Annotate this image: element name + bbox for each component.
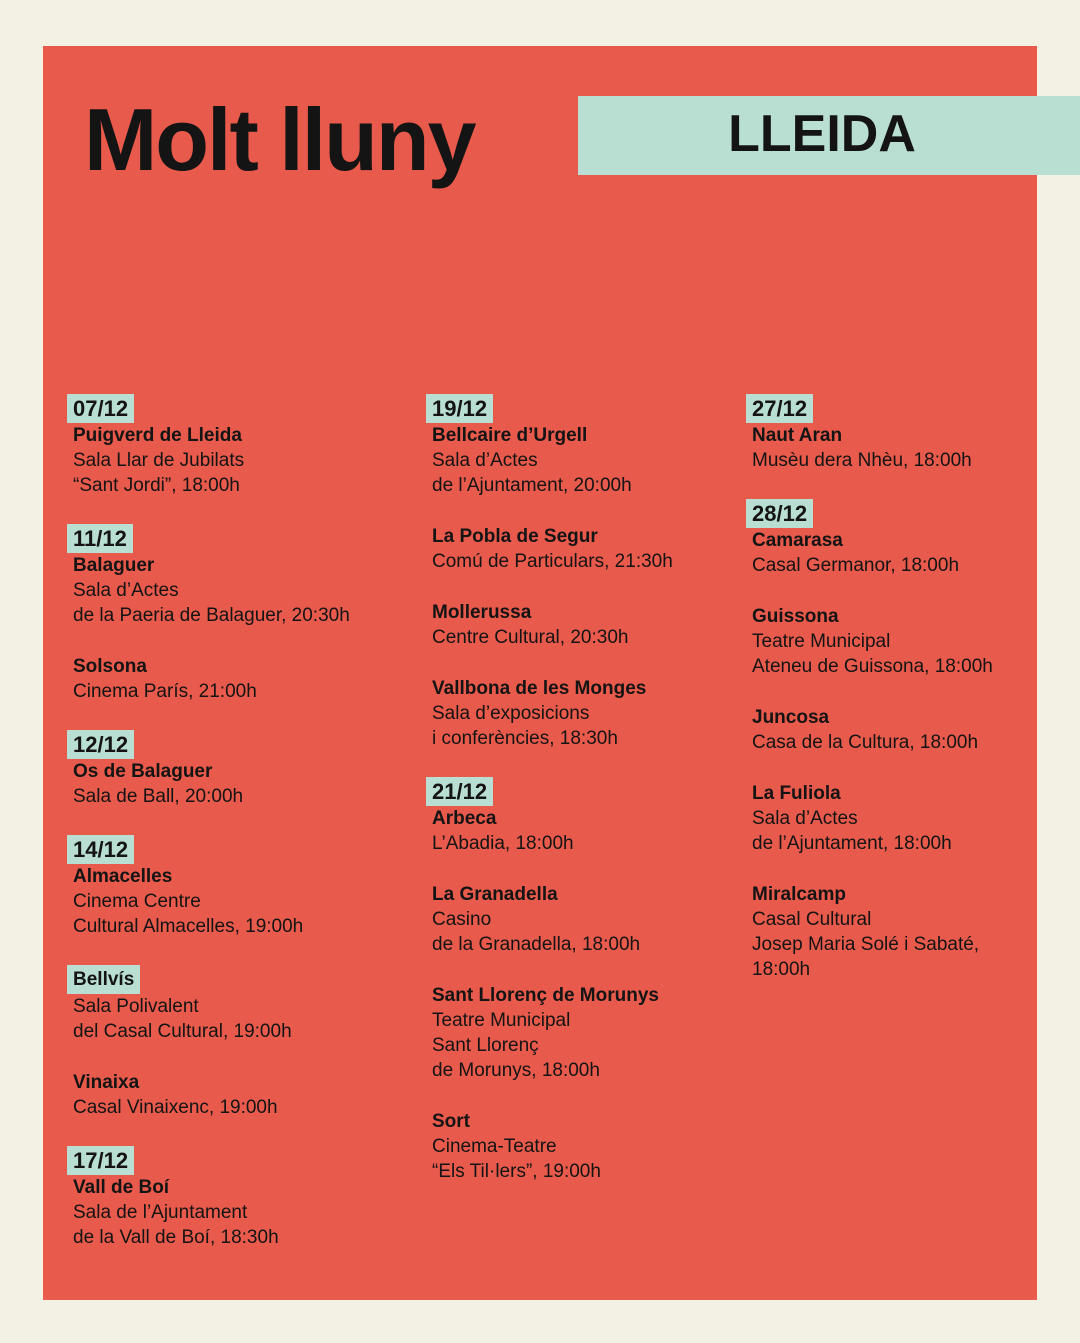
event-entry (752, 882, 1080, 982)
date-group (752, 394, 1080, 473)
event-details: Sala de Ball, 20:00h (73, 786, 244, 807)
event-entry (432, 882, 762, 957)
event-details: Cinema París, 21:00h (73, 681, 257, 702)
date-badge: 19/12 (426, 394, 493, 423)
date-badge: 17/12 (67, 1146, 134, 1175)
event-entry (73, 994, 403, 1044)
date-group (432, 394, 762, 751)
event-venue: Guissona (752, 606, 839, 627)
event-details: Sala Polivalent del Casal Cultural, 19:00h (73, 996, 292, 1042)
date-badge: 12/12 (67, 730, 134, 759)
event-entry (432, 1109, 762, 1184)
event-details: Cinema-Teatre “Els Til·lers”, 19:00h (432, 1136, 601, 1182)
event-entry (73, 654, 403, 704)
event-entry (73, 1070, 403, 1120)
event-venue: Bellcaire d’Urgell (432, 425, 588, 446)
event-venue: Solsona (73, 656, 147, 677)
event-entry (73, 864, 403, 939)
event-details: Casal Germanor, 18:00h (752, 555, 960, 576)
event-venue: Os de Balaguer (73, 761, 213, 782)
date-group (73, 1146, 403, 1250)
event-entry (432, 676, 762, 751)
event-venue: Vinaixa (73, 1072, 140, 1093)
date-group (73, 730, 403, 809)
event-entry (752, 604, 1080, 679)
date-group (73, 394, 403, 498)
event-details: Teatre Municipal Ateneu de Guissona, 18:00h (752, 631, 993, 677)
date-badge: 14/12 (67, 835, 134, 864)
event-details: Teatre Municipal Sant Llorenç de Morunys, 18:00h (432, 1010, 600, 1081)
event-details: Sala de l’Ajuntament de la Vall de Boí, 18:30h (73, 1202, 279, 1248)
event-venue: Sant Llorenç de Morunys (432, 985, 659, 1006)
date-badge: 07/12 (67, 394, 134, 423)
event-entry (752, 423, 1080, 473)
date-badge: 28/12 (746, 499, 813, 528)
date-group (73, 965, 403, 1120)
event-details: Sala d’Actes de l’Ajuntament, 18:00h (752, 808, 952, 854)
event-details: Sala d’Actes de la Paeria de Balaguer, 20:30h (73, 580, 350, 626)
event-details: Centre Cultural, 20:30h (432, 627, 629, 648)
date-group (73, 524, 403, 704)
date-group (752, 499, 1080, 982)
event-details: Cinema Centre Cultural Almacelles, 19:00h (73, 891, 304, 937)
event-venue: Vallbona de les Monges (432, 678, 647, 699)
schedule-column-1 (73, 394, 403, 1276)
event-entry (432, 983, 762, 1083)
date-badge: 11/12 (67, 524, 133, 553)
region-banner (578, 96, 1080, 175)
event-entry (752, 781, 1080, 856)
event-entry (432, 600, 762, 650)
event-details: Sala Llar de Jubilats “Sant Jordi”, 18:00h (73, 450, 245, 496)
date-group (432, 777, 762, 1184)
date-badge: 27/12 (746, 394, 813, 423)
event-venue: Camarasa (752, 530, 843, 551)
event-entry (73, 759, 403, 809)
event-details: Casal Cultural Josep Maria Solé i Sabaté, 18:00h (752, 909, 980, 980)
event-details: Sala d’exposicions i conferències, 18:30h (432, 703, 618, 749)
event-entry (752, 528, 1080, 578)
schedule-column-3 (752, 394, 1080, 1008)
date-badge: 21/12 (426, 777, 493, 806)
event-details: Casal Vinaixenc, 19:00h (73, 1097, 278, 1118)
event-entry (432, 423, 762, 498)
page-title: Molt lluny (84, 90, 475, 189)
event-details: Sala d’Actes de l’Ajuntament, 20:00h (432, 450, 632, 496)
event-venue: Naut Aran (752, 425, 843, 446)
event-entry (432, 806, 762, 856)
event-entry (73, 423, 403, 498)
event-entry (73, 553, 403, 628)
event-venue: Balaguer (73, 555, 155, 576)
event-venue: Miralcamp (752, 884, 846, 905)
event-details: L’Abadia, 18:00h (432, 833, 574, 854)
event-venue: Mollerussa (432, 602, 532, 623)
event-venue: Arbeca (432, 808, 497, 829)
event-details: Casino de la Granadella, 18:00h (432, 909, 641, 955)
event-venue: La Pobla de Segur (432, 526, 598, 547)
event-entry (432, 524, 762, 574)
event-venue: Vall de Boí (73, 1177, 170, 1198)
event-details: Casa de la Cultura, 18:00h (752, 732, 979, 753)
event-venue: La Granadella (432, 884, 558, 905)
event-venue: Puigverd de Lleida (73, 425, 242, 446)
venue-tag: Bellvís (67, 965, 140, 994)
region-label: LLEIDA (728, 105, 916, 163)
event-entry (73, 1175, 403, 1250)
schedule-column-2 (432, 394, 762, 1210)
event-details: Musèu dera Nhèu, 18:00h (752, 450, 972, 471)
date-group (73, 835, 403, 939)
event-venue: Juncosa (752, 707, 830, 728)
event-venue: Almacelles (73, 866, 173, 887)
event-entry (752, 705, 1080, 755)
event-venue: Sort (432, 1111, 470, 1132)
event-details: Comú de Particulars, 21:30h (432, 551, 673, 572)
event-venue: La Fuliola (752, 783, 841, 804)
